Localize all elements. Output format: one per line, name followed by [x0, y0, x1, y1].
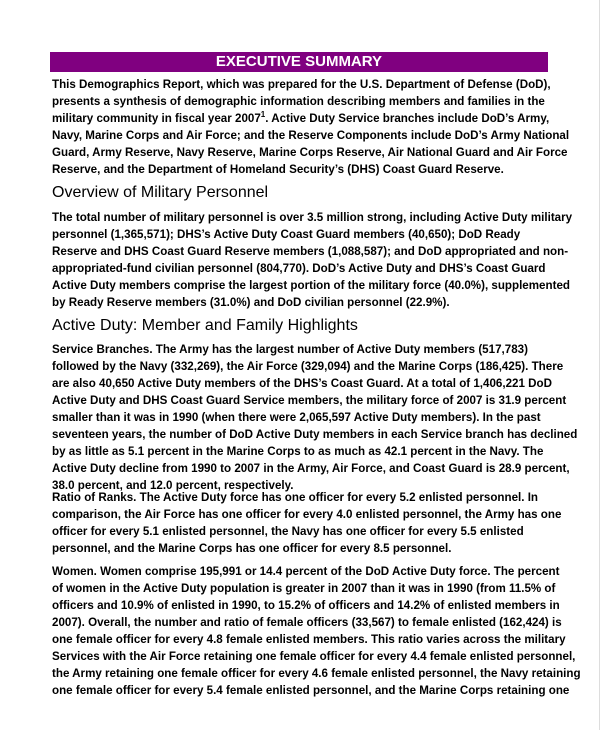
heading-overview: Overview of Military Personnel — [52, 184, 269, 201]
text-line: Service Branches. The Army has the largest number of Active Duty members (517,783) — [52, 343, 528, 356]
text-line: personnel, and the Marine Corps has one officer for every 8.5 personnel. — [52, 542, 452, 555]
text-line: of women in the Active Duty population is greater in 2007 than it was in 1990 (from 11.5% of — [52, 582, 556, 595]
footnote-marker: 1 — [260, 110, 266, 120]
women-paragraph — [52, 563, 581, 699]
text-line: presents a synthesis of demographic information describing members and families in the — [52, 95, 545, 108]
text-line: Active Duty decline from 1990 to 2007 in the Army, Air Force, and Coast Guard is 28.9 percent, — [52, 462, 570, 475]
text-line: smaller than it was in 1990 (when there were 2,065,597 Active Duty members). In the past — [52, 411, 541, 424]
text-line: This Demographics Report, which was prepared for the U.S. Department of Defense (DoD), — [52, 78, 551, 91]
overview-paragraph — [52, 209, 573, 311]
intro-paragraph — [52, 76, 570, 178]
text-line — [52, 110, 562, 127]
text-line: followed by the Navy (332,269), the Air Force (329,094) and the Marine Corps (186,425). There — [52, 360, 564, 373]
text-span: . Active Duty Service branches include DoD’s Army, — [265, 112, 550, 125]
text-line: Reserve and DHS Coast Guard Reserve members (1,088,587); and DoD appropriated and non- — [52, 245, 569, 258]
text-line: Ratio of Ranks. The Active Duty force has one officer for every 5.2 enlisted personnel. In — [52, 491, 538, 504]
text-line: The total number of military personnel is over 3.5 million strong, including Active Duty military — [52, 211, 573, 224]
executive-summary-banner: EXECUTIVE SUMMARY — [50, 52, 548, 72]
text-line: Navy, Marine Corps and Air Force; and the Reserve Components include DoD’s Army National — [52, 129, 570, 142]
text-line: the Army retaining one female officer for every 4.6 female enlisted personnel, the Navy retaining — [52, 667, 581, 680]
text-line: by as little as 5.1 percent in the Marine Corps to as much as 42.1 percent in the Navy. The — [52, 445, 544, 458]
text-line: Active Duty members comprise the largest portion of the military force (40.0%), supplemented — [52, 279, 570, 292]
text-line: Active Duty and DHS Coast Guard Service members, the military force of 2007 is 31.9 percent — [52, 394, 567, 407]
text-line: seventeen years, the number of DoD Active Duty members in each Service branch has declined — [52, 428, 578, 441]
text-line: by Ready Reserve members (31.0%) and DoD civilian personnel (22.9%). — [52, 296, 450, 309]
text-line: one female officer for every 5.4 female enlisted personnel, and the Marine Corps retaining one — [52, 684, 570, 697]
text-line: are also 40,650 Active Duty members of the DHS’s Coast Guard. At a total of 1,406,221 DoD — [52, 377, 552, 390]
text-line: 2007). Overall, the number and ratio of female officers (33,567) to female enlisted (162,424) is — [52, 616, 562, 629]
text-line: comparison, the Air Force has one officer for every 4.0 enlisted personnel, the Army has one — [52, 508, 562, 521]
text-span: military community in fiscal year 2007 — [52, 112, 261, 125]
heading-active-duty: Active Duty: Member and Family Highlights — [52, 317, 358, 334]
text-line: Guard, Army Reserve, Navy Reserve, Marine Corps Reserve, Air National Guard and Air Force — [52, 146, 568, 159]
text-line: Services with the Air Force retaining one female officer for every 4.4 female enlisted personnel, — [52, 650, 576, 663]
text-line: Reserve, and the Department of Homeland Security’s (DHS) Coast Guard Reserve. — [52, 163, 504, 176]
text-line: officers and 10.9% of enlisted in 1990, to 15.2% of officers and 14.2% of enlisted members in — [52, 599, 560, 612]
text-line: one female officer for every 4.8 female enlisted members. This ratio varies across the military — [52, 633, 566, 646]
text-line: appropriated-fund civilian personnel (804,770). DoD’s Active Duty and DHS’s Coast Guard — [52, 262, 546, 275]
text-line: 38.0 percent, and 12.0 percent, respectively. — [52, 479, 294, 492]
text-line: Women. Women comprise 195,991 or 14.4 percent of the DoD Active Duty force. The percent — [52, 565, 560, 578]
service-branches-paragraph — [52, 341, 578, 494]
text-line: officer for every 5.1 enlisted personnel, the Navy has one officer for every 5.5 enlisted — [52, 525, 524, 538]
ratio-of-ranks-paragraph — [52, 489, 562, 557]
text-line: personnel (1,365,571); DHS’s Active Duty Coast Guard members (40,650); DoD Ready — [52, 228, 521, 241]
